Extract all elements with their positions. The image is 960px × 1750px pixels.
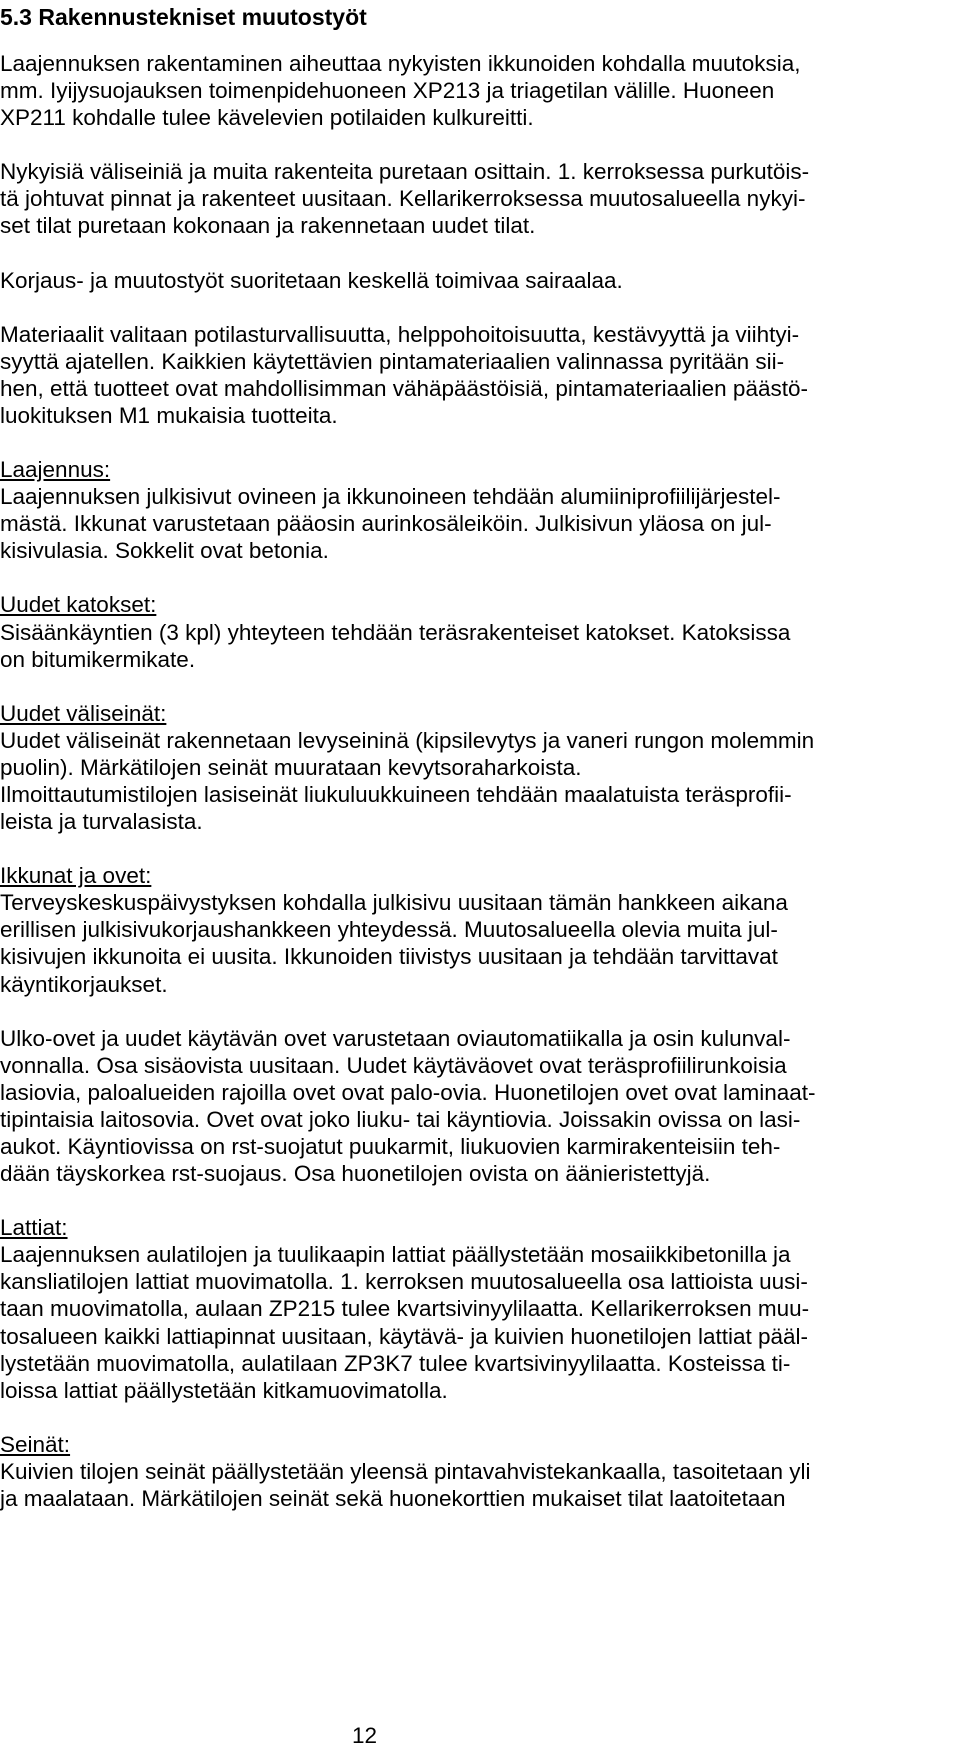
paragraph	[0, 267, 860, 294]
text-line: Nykyisiä väliseiniä ja muita rakenteita puretaan osittain. 1. kerroksessa purkutöis-	[0, 159, 810, 185]
subsection-title: Laajennus:	[0, 457, 111, 483]
subsection-title: Uudet katokset:	[0, 592, 157, 618]
text-line: Ilmoittautumistilojen lasiseinät liukuluukkuineen tehdään maalatuista teräsprofii-	[0, 781, 792, 807]
text-line: käyntikorjaukset.	[0, 971, 168, 997]
paragraph	[0, 1431, 860, 1512]
paragraph	[0, 456, 860, 564]
body-text	[0, 50, 860, 1512]
text-line: hen, että tuotteet ovat mahdollisimman vähäpäästöisiä, pintamateriaalien päästö-	[0, 375, 808, 401]
text-line: luokituksen M1 mukaisia tuotteita.	[0, 402, 338, 428]
text-line: tosalueen kaikki lattiapinnat uusitaan, käytävä- ja kuivien huonetilojen lattiat pääl-	[0, 1323, 809, 1349]
paragraph	[0, 50, 860, 131]
text-line: kisivulasia. Sokkelit ovat betonia.	[0, 538, 329, 564]
paragraph	[0, 862, 860, 997]
text-line: Kuivien tilojen seinät päällystetään yleensä pintavahvistekankaalla, tasoitetaan yli	[0, 1458, 811, 1484]
subsection-title: Ikkunat ja ovet:	[0, 863, 152, 889]
text-line: dään täyskorkea rst-suojaus. Osa huonetilojen ovista on äänieristettyjä.	[0, 1161, 711, 1187]
text-line: mästä. Ikkunat varustetaan pääosin aurinkosäleiköin. Julkisivun yläosa on jul-	[0, 511, 772, 537]
text-line: ja maalataan. Märkätilojen seinät sekä huonekorttien mukaiset tilat laatoitetaan	[0, 1486, 786, 1512]
text-line: syyttä ajatellen. Kaikkien käytettävien pintamateriaalien valinnassa pyritään sii-	[0, 348, 785, 374]
subsection-title: Seinät:	[0, 1431, 71, 1457]
text-line: mm. Iyijysuojauksen toimenpidehuoneen XP213 ja triagetilan välille. Huoneen	[0, 78, 775, 104]
paragraph	[0, 158, 860, 239]
text-line: Laajennuksen aulatilojen ja tuulikaapin lattiat päällystetään mosaiikkibetonilla ja	[0, 1242, 791, 1268]
paragraph	[0, 700, 860, 835]
text-line: set tilat puretaan kokonaan ja rakennetaan uudet tilat.	[0, 213, 536, 239]
text-line: Laajennuksen rakentaminen aiheuttaa nykyisten ikkunoiden kohdalla muutoksia,	[0, 51, 801, 76]
text-line: Uudet väliseinät rakennetaan levyseininä (kipsilevytys ja vaneri rungon molemmin	[0, 727, 815, 753]
text-line: Materiaalit valitaan potilasturvallisuutta, helppohoitoisuutta, kestävyyttä ja viihtyi-	[0, 321, 800, 347]
section-heading: 5.3 Rakennustekniset muutostyöt	[0, 4, 367, 30]
paragraph	[0, 1025, 860, 1188]
text-line: Laajennuksen julkisivut ovineen ja ikkunoineen tehdään alumiiniprofiilijärjestel-	[0, 484, 781, 510]
text-line: XP211 kohdalle tulee kävelevien potilaiden kulkureitti.	[0, 105, 534, 131]
text-line: loissa lattiat päällystetään kitkamuovimatolla.	[0, 1377, 448, 1403]
text-line: Terveyskeskuspäivystyksen kohdalla julkisivu uusitaan tämän hankkeen aikana	[0, 890, 788, 916]
text-line: taan muovimatolla, aulaan ZP215 tulee kvartsivinyylilaatta. Kellarikerroksen muu-	[0, 1296, 810, 1322]
text-line: Sisäänkäyntien (3 kpl) yhteyteen tehdään teräsrakenteiset katokset. Katoksissa	[0, 619, 791, 645]
subsection-title: Uudet väliseinät:	[0, 700, 167, 726]
text-line: on bitumikermikate.	[0, 646, 196, 672]
text-line: lasiovia, paloalueiden rajoilla ovet ovat palo-ovia. Huonetilojen ovet ovat laminaat-	[0, 1079, 816, 1105]
text-line: kansliatilojen lattiat muovimatolla. 1. kerroksen muutosalueella osa lattioista uusi-	[0, 1269, 808, 1295]
text-line: Korjaus- ja muutostyöt suoritetaan keskellä toimivaa sairaalaa.	[0, 267, 623, 293]
text-line: leista ja turvalasista.	[0, 809, 203, 835]
text-line: tä johtuvat pinnat ja rakenteet uusitaan. Kellarikerroksessa muutosalueella nykyi-	[0, 186, 806, 212]
paragraph	[0, 591, 860, 672]
text-line: tipintaisia laitosovia. Ovet ovat joko liuku- tai käyntiovia. Joissakin ovissa on lasi-	[0, 1106, 801, 1132]
page-number: 12	[352, 1723, 378, 1748]
text-line: Ulko-ovet ja uudet käytävän ovet varustetaan oviautomatiikalla ja osin kulunval-	[0, 1025, 791, 1051]
text-line: lystetään muovimatolla, aulatilaan ZP3K7 tulee kvartsivinyylilaatta. Kosteissa ti-	[0, 1350, 791, 1376]
text-line: puolin). Märkätilojen seinät muurataan kevytsoraharkoista.	[0, 754, 582, 780]
text-line: kisivujen ikkunoita ei uusita. Ikkunoiden tiivistys uusitaan ja tehdään tarvittavat	[0, 944, 778, 970]
text-line: erillisen julkisivukorjaushankkeen yhteydessä. Muutosalueella olevia muita jul-	[0, 917, 778, 943]
subsection-title: Lattiat:	[0, 1215, 68, 1241]
paragraph	[0, 321, 860, 429]
paragraph	[0, 1214, 860, 1404]
text-line: vonnalla. Osa sisäovista uusitaan. Uudet käytäväovet ovat teräsprofiilirunkoisia	[0, 1052, 787, 1078]
text-line: aukot. Käyntiovissa on rst-suojatut puukarmit, liukuovien karmirakenteisiin teh-	[0, 1134, 781, 1159]
